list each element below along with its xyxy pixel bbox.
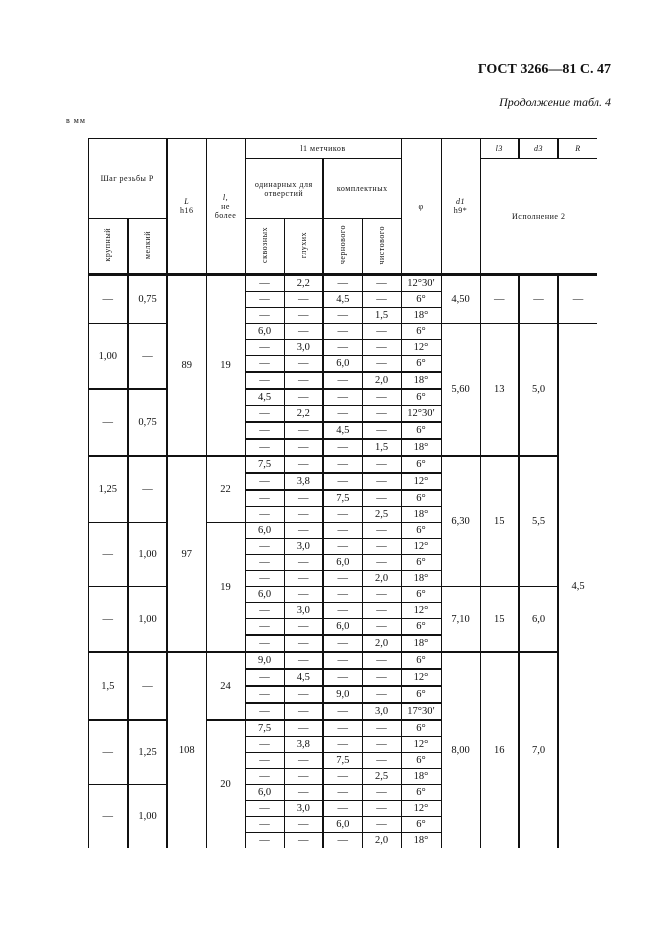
table-row: [64, 324, 597, 340]
phi-cell: 6°: [401, 686, 441, 703]
phi-cell: 17°30′: [401, 703, 441, 720]
through-cell: —: [245, 801, 284, 817]
rough-cell: —: [323, 801, 362, 817]
blind-cell: 4,5: [284, 669, 323, 686]
finish-cell: —: [362, 456, 401, 473]
finish-cell: 2,0: [362, 635, 401, 652]
fine-cell: 0,75: [128, 275, 167, 324]
finish-cell: —: [362, 720, 401, 737]
blind-cell: —: [284, 356, 323, 373]
through-cell: —: [245, 669, 284, 686]
finish-cell: 2,0: [362, 833, 401, 849]
coarse-cell: 1,25: [88, 456, 128, 523]
blind-cell: —: [284, 652, 323, 669]
l1-taps-label: l1 метчиков: [300, 144, 346, 153]
blind-cell: —: [284, 507, 323, 523]
d3-header: [519, 139, 558, 159]
fine-label: мелкий: [143, 230, 152, 260]
l-cell: 19: [206, 275, 245, 457]
phi-cell: 6°: [401, 817, 441, 833]
phi-cell: 6°: [401, 324, 441, 340]
through-cell: —: [245, 340, 284, 356]
through-cell: 6,0: [245, 324, 284, 340]
units-label: в мм: [66, 116, 86, 125]
rough-cell: 6,0: [323, 619, 362, 636]
rough-cell: —: [323, 372, 362, 389]
phi-cell: 18°: [401, 769, 441, 785]
phi-cell: 6°: [401, 456, 441, 473]
phi-cell: 12°: [401, 801, 441, 817]
through-cell: —: [245, 439, 284, 456]
fine-cell: 0,75: [128, 389, 167, 456]
phi-cell: 6°: [401, 356, 441, 373]
rough-header: [323, 219, 362, 275]
through-header: [245, 219, 284, 275]
rough-cell: 6,0: [323, 356, 362, 373]
blind-cell: —: [284, 619, 323, 636]
phi-cell: 18°: [401, 833, 441, 849]
coarse-cell: —: [88, 785, 128, 849]
l3-cell: 16: [480, 652, 519, 848]
through-cell: 6,0: [245, 785, 284, 801]
through-cell: 9,0: [245, 652, 284, 669]
phi-cell: 12°: [401, 340, 441, 356]
single-for-holes-header: [245, 159, 323, 219]
blind-cell: —: [284, 703, 323, 720]
thread-pitch-header: [88, 139, 167, 219]
phi-cell: 6°: [401, 785, 441, 801]
coarse-header: [88, 219, 128, 275]
through-cell: —: [245, 490, 284, 507]
blind-cell: —: [284, 555, 323, 571]
rough-cell: 7,5: [323, 490, 362, 507]
blind-cell: 3,8: [284, 737, 323, 753]
d1-cell: 4,50: [441, 275, 480, 324]
finish-cell: —: [362, 275, 401, 292]
h16-label: h16: [180, 206, 194, 215]
finish-cell: —: [362, 523, 401, 539]
finish-cell: 2,5: [362, 507, 401, 523]
through-cell: —: [245, 406, 284, 423]
phi-cell: 12°: [401, 539, 441, 555]
rough-cell: —: [323, 539, 362, 555]
blind-cell: —: [284, 635, 323, 652]
through-cell: —: [245, 753, 284, 769]
blind-cell: —: [284, 817, 323, 833]
phi-cell: 6°: [401, 389, 441, 406]
fine-cell: —: [128, 652, 167, 720]
L-h16-header: [167, 139, 206, 275]
d1-h9-header: [441, 139, 480, 275]
finish-cell: 1,5: [362, 439, 401, 456]
rough-cell: —: [323, 737, 362, 753]
finish-cell: —: [362, 555, 401, 571]
through-cell: —: [245, 372, 284, 389]
table-row: [64, 587, 597, 603]
d1-cell: 7,10: [441, 587, 480, 653]
thread-pitch-label: Шаг резьбы P: [100, 174, 154, 183]
finish-cell: —: [362, 587, 401, 603]
phi-cell: 12°30′: [401, 275, 441, 292]
blind-cell: —: [284, 292, 323, 308]
phi-cell: 6°: [401, 555, 441, 571]
through-cell: —: [245, 292, 284, 308]
phi-cell: 6°: [401, 753, 441, 769]
R-cell: 4,5: [558, 324, 597, 849]
l1-taps-header: [245, 139, 401, 159]
phi-cell: 18°: [401, 571, 441, 587]
l3-cell: —: [480, 275, 519, 324]
through-label: сквозных: [260, 227, 269, 263]
coarse-cell: 1,00: [88, 324, 128, 390]
blind-cell: 2,2: [284, 275, 323, 292]
through-cell: 7,5: [245, 456, 284, 473]
rough-cell: —: [323, 703, 362, 720]
l-max-header: [206, 139, 245, 275]
blind-cell: —: [284, 523, 323, 539]
finish-cell: —: [362, 340, 401, 356]
finish-cell: —: [362, 473, 401, 490]
rough-cell: —: [323, 652, 362, 669]
h9-label: h9*: [453, 206, 468, 215]
table-row: [64, 652, 597, 669]
finish-cell: 3,0: [362, 703, 401, 720]
through-cell: —: [245, 571, 284, 587]
d3-label: d3: [534, 144, 543, 153]
L-symbol: L: [184, 197, 190, 206]
rough-cell: —: [323, 603, 362, 619]
d3-cell: 6,0: [519, 587, 558, 653]
rough-cell: —: [323, 669, 362, 686]
version2-label: Исполнение 2: [512, 211, 566, 221]
finish-cell: —: [362, 406, 401, 423]
finish-cell: 2,5: [362, 769, 401, 785]
through-cell: —: [245, 308, 284, 324]
d1-cell: 6,30: [441, 456, 480, 587]
finish-header: [362, 219, 401, 275]
version2-header: [480, 159, 597, 275]
phi-cell: 18°: [401, 372, 441, 389]
rough-cell: 4,5: [323, 422, 362, 439]
l3-cell: 15: [480, 587, 519, 653]
phi-cell: 6°: [401, 490, 441, 507]
finish-cell: —: [362, 753, 401, 769]
finish-cell: —: [362, 652, 401, 669]
l3-label: l3: [495, 144, 503, 153]
coarse-cell: —: [88, 389, 128, 456]
blind-cell: —: [284, 720, 323, 737]
finish-cell: —: [362, 356, 401, 373]
phi-cell: 6°: [401, 292, 441, 308]
phi-cell: 6°: [401, 523, 441, 539]
rough-cell: —: [323, 720, 362, 737]
coarse-cell: —: [88, 587, 128, 653]
through-cell: 7,5: [245, 720, 284, 737]
complete-label: комплектных: [336, 184, 388, 193]
through-cell: —: [245, 833, 284, 849]
through-cell: —: [245, 769, 284, 785]
phi-cell: 6°: [401, 652, 441, 669]
blind-label: глухих: [298, 231, 308, 259]
finish-cell: —: [362, 324, 401, 340]
through-cell: —: [245, 422, 284, 439]
finish-cell: —: [362, 737, 401, 753]
d3-cell: —: [519, 275, 558, 324]
finish-cell: —: [362, 686, 401, 703]
through-cell: —: [245, 555, 284, 571]
R-header: [558, 139, 597, 159]
rough-cell: —: [323, 473, 362, 490]
blind-cell: 3,8: [284, 473, 323, 490]
rough-cell: —: [323, 308, 362, 324]
R-label: R: [575, 144, 581, 153]
through-cell: —: [245, 817, 284, 833]
blind-cell: —: [284, 686, 323, 703]
rough-cell: —: [323, 833, 362, 849]
coarse-label: крупный: [103, 228, 113, 262]
d3-cell: 5,0: [519, 324, 558, 457]
more-label: более: [214, 210, 237, 220]
through-cell: —: [245, 356, 284, 373]
rough-cell: —: [323, 406, 362, 423]
tap-dimensions-table: [64, 138, 597, 848]
coarse-cell: —: [88, 275, 128, 324]
phi-header: [401, 139, 441, 275]
rough-cell: —: [323, 456, 362, 473]
phi-cell: 18°: [401, 308, 441, 324]
d1-symbol: d1: [456, 197, 465, 206]
rough-label: чернового: [338, 225, 348, 265]
blind-cell: —: [284, 769, 323, 785]
rough-cell: 6,0: [323, 817, 362, 833]
L-cell: 89: [167, 275, 206, 457]
finish-cell: —: [362, 292, 401, 308]
phi-cell: 12°: [401, 473, 441, 490]
rough-cell: —: [323, 769, 362, 785]
phi-cell: 12°: [401, 603, 441, 619]
not-label: не: [221, 201, 230, 211]
blind-cell: 2,2: [284, 406, 323, 423]
l-symbol: l,: [222, 192, 229, 202]
finish-cell: 2,0: [362, 372, 401, 389]
blind-cell: 3,0: [284, 340, 323, 356]
rough-cell: —: [323, 340, 362, 356]
blind-cell: —: [284, 785, 323, 801]
coarse-cell: 1,5: [88, 652, 128, 720]
fine-cell: 1,00: [128, 587, 167, 653]
d3-cell: 5,5: [519, 456, 558, 587]
phi-cell: 12°: [401, 737, 441, 753]
blind-cell: —: [284, 389, 323, 406]
table-row: [64, 275, 597, 292]
phi-cell: 12°30′: [401, 406, 441, 423]
through-cell: —: [245, 703, 284, 720]
rough-cell: 7,5: [323, 753, 362, 769]
rough-cell: —: [323, 439, 362, 456]
phi-label: φ: [418, 201, 424, 211]
through-cell: 6,0: [245, 587, 284, 603]
blind-cell: —: [284, 490, 323, 507]
rough-cell: —: [323, 523, 362, 539]
rough-cell: —: [323, 571, 362, 587]
finish-cell: —: [362, 490, 401, 507]
blind-cell: —: [284, 571, 323, 587]
blind-cell: 3,0: [284, 539, 323, 555]
fine-header: [128, 219, 167, 275]
rough-cell: —: [323, 635, 362, 652]
blind-cell: —: [284, 456, 323, 473]
left-margin-cell: [64, 275, 88, 849]
d1-cell: 5,60: [441, 324, 480, 457]
through-cell: —: [245, 539, 284, 555]
d3-cell: 7,0: [519, 652, 558, 848]
blind-cell: —: [284, 439, 323, 456]
fine-cell: 1,25: [128, 720, 167, 785]
through-cell: 4,5: [245, 389, 284, 406]
l-cell: 20: [206, 720, 245, 848]
finish-label: чистового: [377, 225, 386, 265]
phi-cell: 6°: [401, 720, 441, 737]
rough-cell: —: [323, 507, 362, 523]
through-cell: —: [245, 507, 284, 523]
fine-cell: 1,00: [128, 523, 167, 587]
rough-cell: 9,0: [323, 686, 362, 703]
finish-cell: 2,0: [362, 571, 401, 587]
l-cell: 24: [206, 652, 245, 720]
finish-cell: —: [362, 785, 401, 801]
through-cell: —: [245, 473, 284, 490]
document-header: ГОСТ 3266—81 С. 47: [477, 62, 611, 77]
rough-cell: —: [323, 785, 362, 801]
fine-cell: —: [128, 324, 167, 390]
rough-cell: 6,0: [323, 555, 362, 571]
phi-cell: 6°: [401, 422, 441, 439]
single-for-holes-label: одинарных для отверстий: [254, 179, 313, 198]
phi-cell: 6°: [401, 587, 441, 603]
finish-cell: —: [362, 669, 401, 686]
L-cell: 108: [167, 652, 206, 848]
through-cell: —: [245, 635, 284, 652]
blind-cell: —: [284, 833, 323, 849]
finish-cell: —: [362, 603, 401, 619]
finish-cell: —: [362, 801, 401, 817]
l3-cell: 15: [480, 456, 519, 587]
l-cell: 22: [206, 456, 245, 523]
R-cell: —: [558, 275, 597, 324]
blind-cell: —: [284, 308, 323, 324]
phi-cell: 12°: [401, 669, 441, 686]
left-margin-cell: [64, 139, 88, 275]
table-continuation-label: Продолжение табл. 4: [499, 95, 611, 109]
finish-cell: —: [362, 619, 401, 636]
through-cell: —: [245, 737, 284, 753]
blind-cell: 3,0: [284, 603, 323, 619]
coarse-cell: —: [88, 523, 128, 587]
l3-cell: 13: [480, 324, 519, 457]
through-cell: 6,0: [245, 523, 284, 539]
finish-cell: —: [362, 817, 401, 833]
complete-header: [323, 159, 401, 219]
fine-cell: 1,00: [128, 785, 167, 849]
L-cell: 97: [167, 456, 206, 652]
fine-cell: —: [128, 456, 167, 523]
rough-cell: —: [323, 275, 362, 292]
blind-cell: —: [284, 587, 323, 603]
rough-cell: —: [323, 587, 362, 603]
finish-cell: —: [362, 422, 401, 439]
phi-cell: 18°: [401, 507, 441, 523]
through-cell: —: [245, 686, 284, 703]
blind-cell: 3,0: [284, 801, 323, 817]
through-cell: —: [245, 619, 284, 636]
rough-cell: —: [323, 324, 362, 340]
finish-cell: 1,5: [362, 308, 401, 324]
phi-cell: 18°: [401, 439, 441, 456]
rough-cell: 4,5: [323, 292, 362, 308]
coarse-cell: —: [88, 720, 128, 785]
blind-cell: —: [284, 422, 323, 439]
phi-cell: 6°: [401, 619, 441, 636]
blind-cell: —: [284, 324, 323, 340]
blind-cell: —: [284, 753, 323, 769]
rough-cell: —: [323, 389, 362, 406]
d1-cell: 8,00: [441, 652, 480, 848]
through-cell: —: [245, 603, 284, 619]
table-row: [64, 456, 597, 473]
through-cell: —: [245, 275, 284, 292]
blind-cell: —: [284, 372, 323, 389]
l-cell: 19: [206, 523, 245, 653]
l3-header: [480, 139, 519, 159]
finish-cell: —: [362, 539, 401, 555]
finish-cell: —: [362, 389, 401, 406]
blind-header: [284, 219, 323, 275]
phi-cell: 18°: [401, 635, 441, 652]
